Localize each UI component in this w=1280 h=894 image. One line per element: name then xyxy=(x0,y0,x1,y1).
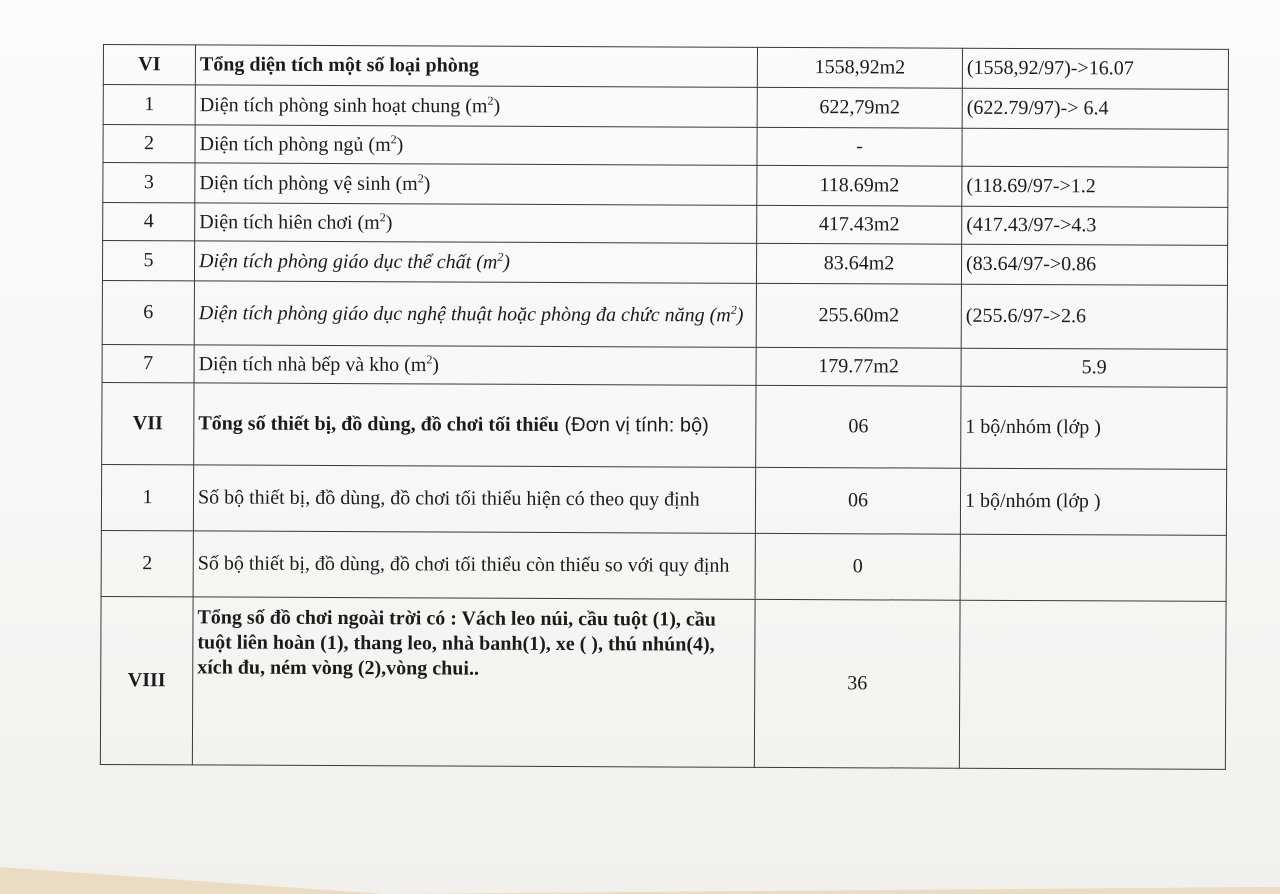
row-number: 2 xyxy=(103,125,195,163)
unit-superscript: 2 xyxy=(730,302,737,317)
row-label: Diện tích phòng giáo dục thể chất (m xyxy=(199,249,498,274)
row-label: Diện tích phòng vệ sinh (m xyxy=(199,171,418,195)
row-number: 3 xyxy=(103,163,195,203)
row-label: Tổng số đồ chơi ngoài trời có : Vách leo núi, cầu tuột (1), cầu tuột liên hoàn (1), thang leo, nhà banh(1), xe ( ), thú nhún(4), xích đu, ném vòng (2),vòng chui.. xyxy=(192,597,755,767)
row-label: Diện tích phòng sinh hoạt chung (m xyxy=(199,93,488,118)
row-number: VII xyxy=(102,382,194,464)
row-value: 622,79m2 xyxy=(757,87,962,128)
row-number: 2 xyxy=(101,530,193,596)
row-label: Diện tích phòng ngủ (m xyxy=(199,132,391,156)
row-label: Tổng diện tích một số loại phòng xyxy=(195,45,757,87)
row-number: 1 xyxy=(101,464,193,530)
row-label: Diện tích phòng giáo dục nghệ thuật hoặc phòng đa chức năng (m xyxy=(198,301,731,327)
row-note: (1558,92/97)->16.07 xyxy=(962,48,1228,89)
row-label-bold: Tổng số thiết bị, đồ dùng, đồ chơi tối thiểu xyxy=(198,412,559,436)
row-label-cell xyxy=(195,203,757,243)
row-number: 5 xyxy=(102,241,194,281)
row-value: 118.69m2 xyxy=(757,165,962,206)
row-label: Số bộ thiết bị, đồ dùng, đồ chơi tối thiểu còn thiếu so với quy định xyxy=(193,531,755,599)
row-number: VI xyxy=(103,45,195,85)
unit-superscript: 2 xyxy=(390,131,397,146)
row-note: (118.69/97->1.2 xyxy=(962,166,1228,207)
table-row xyxy=(103,125,1228,168)
unit-superscript: 2 xyxy=(426,352,433,367)
row-value: 255.60m2 xyxy=(756,283,961,348)
row-label-end: ) xyxy=(385,211,393,234)
row-value: 179.77m2 xyxy=(756,347,961,386)
row-label-end: ) xyxy=(503,251,511,274)
table-row xyxy=(103,163,1228,208)
table-row xyxy=(103,203,1228,246)
row-note: (417.43/97->4.3 xyxy=(962,206,1228,245)
facility-table-container xyxy=(100,44,1228,770)
row-number: VIII xyxy=(100,596,193,764)
row-label-cell xyxy=(194,383,756,467)
row-label: Diện tích hiên chơi (m xyxy=(199,210,380,234)
unit-superscript: 2 xyxy=(417,171,424,186)
row-value: 06 xyxy=(755,467,960,534)
table-row xyxy=(103,85,1228,130)
row-note xyxy=(960,534,1226,601)
row-label-end: ) xyxy=(423,172,431,195)
row-value: 06 xyxy=(756,385,961,468)
row-note: 1 bộ/nhóm (lớp ) xyxy=(961,386,1227,469)
row-value: 83.64m2 xyxy=(756,243,961,284)
row-label-end: ) xyxy=(493,95,501,118)
row-value: - xyxy=(757,127,962,166)
row-label-end: ) xyxy=(736,304,744,327)
table-row xyxy=(101,530,1226,601)
row-label-cell xyxy=(194,281,756,347)
row-number: 4 xyxy=(103,203,195,241)
row-note: (255.6/97->2.6 xyxy=(961,284,1227,349)
row-value: 36 xyxy=(754,599,960,768)
unit-superscript: 2 xyxy=(487,93,494,108)
row-label-cell xyxy=(195,85,757,127)
table-row xyxy=(101,464,1226,535)
row-note: (83.64/97->0.86 xyxy=(961,244,1227,285)
row-note: 5.9 xyxy=(961,348,1227,387)
row-value: 417.43m2 xyxy=(757,205,962,244)
row-label-cell xyxy=(194,241,756,283)
row-note: (622.79/97)-> 6.4 xyxy=(962,88,1228,129)
row-label-rest: (Đơn vị tính: bộ) xyxy=(558,413,709,437)
table-row xyxy=(102,241,1227,286)
table-row xyxy=(102,280,1227,349)
row-label-cell xyxy=(194,345,756,385)
row-label-cell xyxy=(195,125,757,165)
row-label: Diện tích nhà bếp và kho (m xyxy=(198,352,427,376)
row-label-end: ) xyxy=(432,353,440,376)
row-label-end: ) xyxy=(396,133,404,156)
table-row xyxy=(102,382,1227,469)
row-number: 1 xyxy=(103,85,195,125)
row-label: Số bộ thiết bị, đồ dùng, đồ chơi tối thiểu hiện có theo quy định xyxy=(193,465,755,533)
row-number: 7 xyxy=(102,344,194,382)
facility-table xyxy=(100,44,1229,770)
table-row xyxy=(103,45,1228,90)
row-value: 1558,92m2 xyxy=(757,47,962,88)
unit-superscript: 2 xyxy=(379,209,386,224)
row-note xyxy=(962,128,1228,167)
table-row xyxy=(102,344,1227,387)
row-label-cell xyxy=(195,163,757,205)
row-note xyxy=(959,600,1226,769)
row-note: 1 bộ/nhóm (lớp ) xyxy=(960,468,1226,535)
row-value: 0 xyxy=(755,533,960,600)
unit-superscript: 2 xyxy=(497,249,504,264)
row-number: 6 xyxy=(102,280,194,344)
table-row xyxy=(100,596,1226,769)
